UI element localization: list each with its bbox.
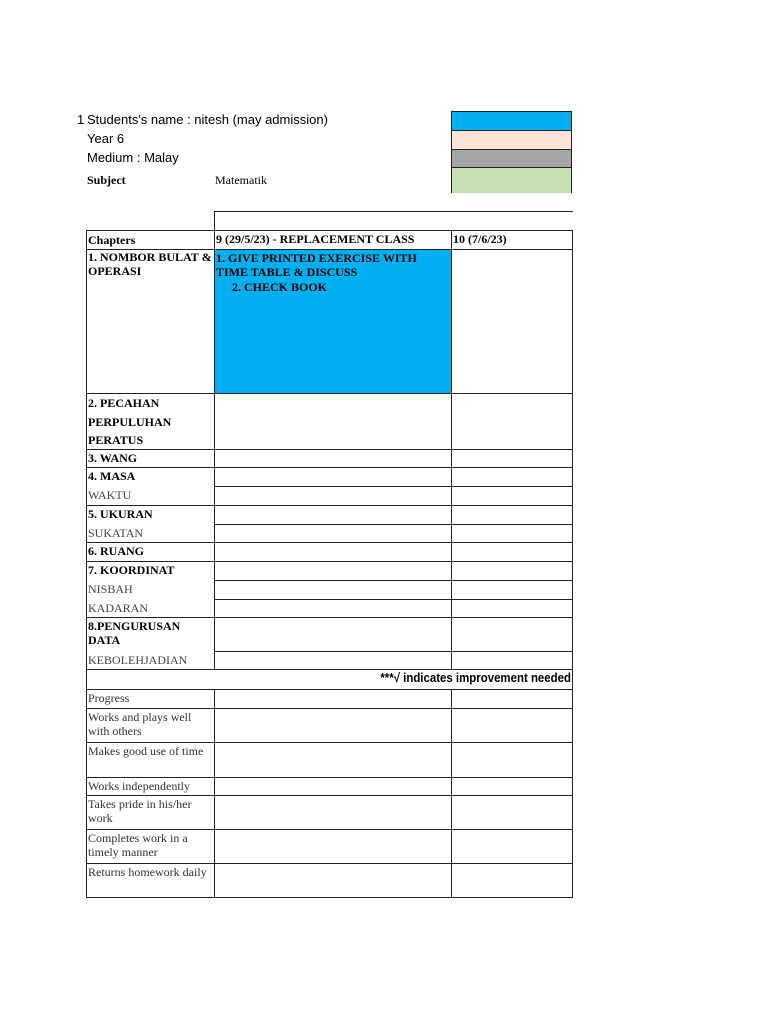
progress-session2-cell (451, 742, 573, 778)
chapters-header: Chapters (88, 233, 136, 247)
chapter-label: PERPULUHAN (88, 415, 172, 429)
legend-note: ***√ indicates improvement needed (380, 670, 571, 685)
session2-cell (451, 449, 573, 468)
legend-swatch-peach (451, 130, 572, 150)
progress-session1-cell (214, 742, 452, 778)
blank-header-cell (214, 211, 573, 231)
legend-swatch-gray (451, 149, 572, 168)
progress-label: Completes work in a timely manner (88, 831, 188, 859)
student-index: 1 (77, 112, 85, 127)
chapter-label: WAKTU (88, 488, 132, 502)
chapter-label: NISBAH (88, 582, 133, 596)
subject-value: Matematik (215, 173, 267, 187)
session1-cell (214, 505, 452, 525)
progress-session1-cell (214, 708, 452, 743)
session2-header: 10 (7/6/23) (453, 232, 507, 246)
session1-cell (214, 449, 452, 468)
progress-session1-cell (214, 863, 452, 898)
progress-session2-cell (451, 829, 573, 864)
progress-label: Takes pride in his/her work (88, 797, 192, 825)
session2-cell (451, 617, 573, 652)
session1-cell (214, 580, 452, 600)
session2-cell (451, 505, 573, 525)
progress-session1-cell (214, 777, 452, 796)
session2-cell (451, 486, 573, 506)
progress-label: Works independently (88, 779, 191, 793)
student-medium: Medium : Malay (87, 150, 179, 165)
session1-cell (214, 617, 452, 652)
progress-label: Makes good use of time (88, 744, 204, 758)
progress-session1-cell (214, 829, 452, 864)
chapter-label: 3. WANG (88, 451, 138, 465)
legend-swatch-blue (451, 111, 572, 131)
chapter-label: 2. PECAHAN (88, 396, 160, 410)
session2-cell (451, 249, 573, 394)
session2-cell (451, 542, 573, 562)
session2-cell (451, 467, 573, 487)
session1-cell (214, 599, 452, 618)
chapter-label: 5. UKURAN (88, 507, 153, 521)
session2-cell (451, 651, 573, 670)
progress-session1-cell (214, 795, 452, 830)
student-year: Year 6 (87, 131, 125, 146)
progress-session1-cell (214, 689, 452, 709)
session1-cell (214, 467, 452, 487)
session2-cell (451, 599, 573, 618)
session1-cell (214, 486, 452, 506)
session1-cell (214, 651, 452, 670)
subject-label: Subject (87, 173, 126, 187)
chapter-label: 8.PENGURUSAN DATA (88, 619, 181, 647)
chapter-label: KADARAN (88, 601, 148, 615)
session2-cell (451, 393, 573, 450)
chapter-label: 6. RUANG (88, 544, 144, 558)
legend-swatch-green (451, 167, 572, 193)
session1-cell (214, 524, 452, 543)
session1-cell (214, 393, 452, 450)
session1-header: 9 (29/5/23) - REPLACEMENT CLASS (216, 232, 415, 246)
progress-session2-cell (451, 708, 573, 743)
chapter-label: 7. KOORDINAT (88, 563, 175, 577)
session2-cell (451, 561, 573, 581)
session1-note-2: 2. CHECK BOOK (232, 280, 328, 294)
chapter-label: KEBOLEHJADIAN (88, 653, 188, 667)
progress-session2-cell (451, 863, 573, 898)
progress-session2-cell (451, 795, 573, 830)
chapter-label: PERATUS (88, 433, 144, 447)
session1-note: 1. GIVE PRINTED EXERCISE WITH TIME TABLE & DISCUSS (216, 251, 417, 279)
progress-session2-cell (451, 777, 573, 796)
chapter-label: SUKATAN (88, 526, 144, 540)
progress-label: Progress (88, 691, 130, 705)
session2-cell (451, 524, 573, 543)
student-name: Students's name : nitesh (may admission) (87, 112, 328, 127)
progress-label: Works and plays well with others (88, 710, 192, 738)
session2-cell (451, 580, 573, 600)
chapter-label: 1. NOMBOR BULAT & OPERASI (88, 250, 212, 278)
session1-cell (214, 542, 452, 562)
progress-label: Returns homework daily (88, 865, 207, 879)
progress-session2-cell (451, 689, 573, 709)
chapter-label: 4. MASA (88, 469, 136, 483)
session1-cell (214, 561, 452, 581)
